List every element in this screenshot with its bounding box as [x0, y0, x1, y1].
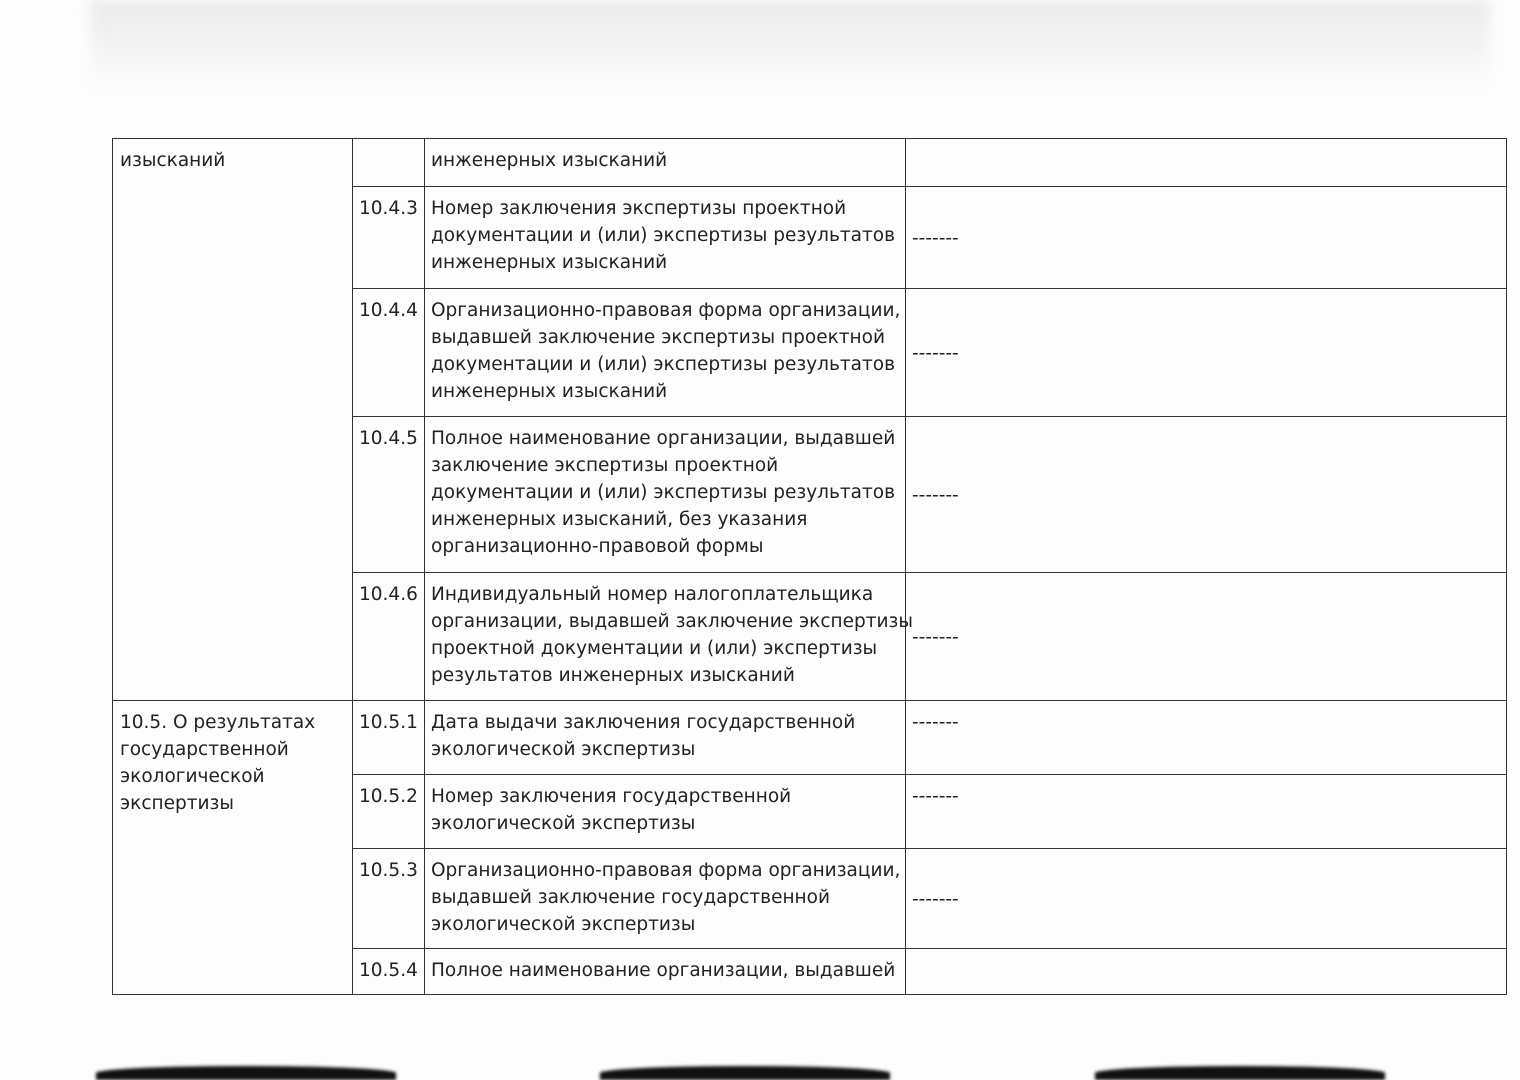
item-number [353, 139, 425, 187]
description-line: организационно-правовой формы [431, 536, 764, 557]
description-line: выдавшей заключение государственной [431, 887, 830, 908]
item-description [425, 139, 906, 187]
item-number: 10.4.3 [353, 187, 425, 289]
description-line: документации и (или) экспертизы результатов [431, 354, 895, 375]
description-line: выдавшей заключение экспертизы проектной [431, 327, 885, 348]
item-number: 10.4.6 [353, 573, 425, 701]
section-cell-surveys [113, 139, 353, 701]
item-value: ------- [906, 289, 1507, 417]
section-cell-ecological-expertise [113, 701, 353, 995]
description-line: Организационно-правовая форма организации, [431, 300, 901, 321]
item-number: 10.5.2 [353, 775, 425, 849]
item-description [425, 701, 906, 775]
description-line: экологической экспертизы [431, 914, 696, 935]
item-description [425, 775, 906, 849]
item-number: 10.5.1 [353, 701, 425, 775]
section-title-line: государственной [120, 739, 289, 760]
item-value: ------- [906, 849, 1507, 949]
scan-bleed-mark [1095, 1066, 1385, 1080]
item-value: ------- [906, 573, 1507, 701]
table-row [113, 139, 1507, 187]
description-line: проектной документации и (или) экспертизы [431, 638, 878, 659]
item-value: ------- [906, 701, 1507, 775]
item-number: 10.4.4 [353, 289, 425, 417]
item-value [906, 139, 1507, 187]
description-line: инженерных изысканий [431, 381, 668, 402]
description-line: результатов инженерных изысканий [431, 665, 795, 686]
description-line: Индивидуальный номер налогоплательщика [431, 584, 874, 605]
item-number: 10.5.3 [353, 849, 425, 949]
item-description [425, 573, 913, 701]
table-body [113, 139, 1507, 995]
section-title-line: 10.5. О результатах [120, 712, 316, 733]
item-description [425, 417, 906, 573]
scan-header-smudge [90, 0, 1490, 90]
description-line: документации и (или) экспертизы результатов [431, 225, 895, 246]
item-number: 10.4.5 [353, 417, 425, 573]
section-title-line: изысканий [120, 150, 226, 171]
item-value: ------- [906, 187, 1507, 289]
item-description [425, 849, 906, 949]
section-title-line: экспертизы [120, 793, 234, 814]
description-line: инженерных изысканий, без указания [431, 509, 808, 530]
item-value: ------- [906, 417, 1507, 573]
description-line: инженерных изысканий [431, 150, 668, 171]
item-value: ------- [906, 775, 1507, 849]
description-line: инженерных изысканий [431, 252, 668, 273]
description-line: Номер заключения государственной [431, 786, 792, 807]
scan-bleed-mark [96, 1066, 396, 1080]
item-number: 10.5.4 [353, 949, 425, 995]
table-row [113, 701, 1507, 775]
description-line: Номер заключения экспертизы проектной [431, 198, 847, 219]
description-line: Полное наименование организации, выдавшей [431, 960, 896, 981]
description-line: Полное наименование организации, выдавшей [431, 428, 896, 449]
scan-bleed-mark [600, 1066, 890, 1080]
description-line: экологической экспертизы [431, 739, 696, 760]
expertise-info-table [112, 138, 1507, 995]
description-line: экологической экспертизы [431, 813, 696, 834]
description-line: Организационно-правовая форма организации, [431, 860, 901, 881]
item-value [906, 949, 1507, 995]
description-line: документации и (или) экспертизы результатов [431, 482, 895, 503]
item-description [425, 949, 906, 995]
description-line: организации, выдавшей заключение экспертизы [431, 611, 913, 632]
section-title-line: экологической [120, 766, 265, 787]
description-line: заключение экспертизы проектной [431, 455, 779, 476]
item-description [425, 187, 906, 289]
description-line: Дата выдачи заключения государственной [431, 712, 856, 733]
item-description [425, 289, 906, 417]
